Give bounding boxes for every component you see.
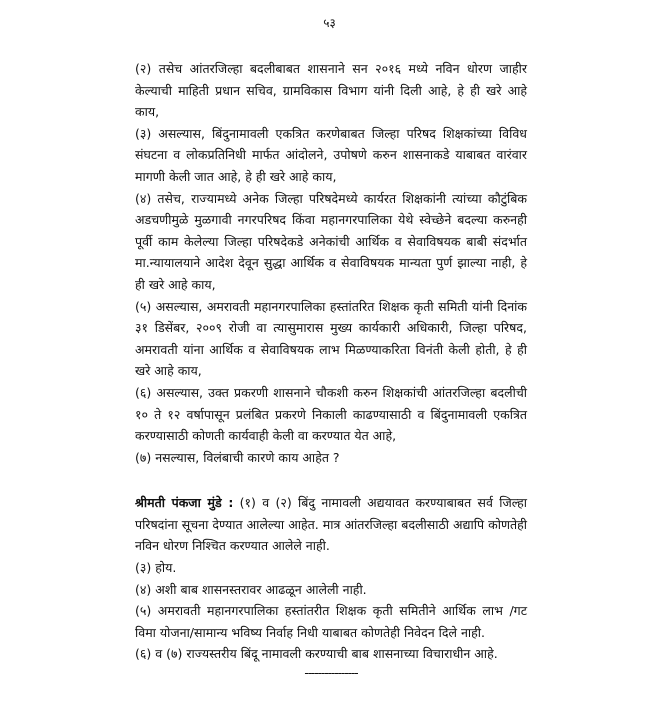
end-rule: ---------------- — [304, 666, 358, 681]
page-number: ५३ — [323, 16, 336, 30]
answer-5: (५) अमरावती महानगरपालिका हस्तांतरीत शिक्षक कृती समितीने आर्थिक लाभ /गट विमा योजना/सामान्य भविष्य निर्वाह निधी याबाबत कोणतेही निवेदन दिले नाही. — [135, 603, 527, 640]
answer-1-2 — [135, 492, 527, 557]
answer-6-7: (६) व (७) राज्यस्तरीय बिंदू नामावली करण्याची बाब शासनाच्या विचाराधीन आहे. — [135, 646, 498, 662]
answer-speaker: श्रीमती पंकजा मुंडे : — [135, 495, 234, 511]
question-6: (६) असल्यास, उक्त प्रकरणी शासनाने चौकशी करुन शिक्षकांची आंतरजिल्हा बदलीची १० ते १२ वर्षापासून प्रलंबित प्रकरणे निकाली काढण्यासाठी व बिंदुनामावली एकत्रित करण्यासाठी कोणती कार्यवाही केली वा करण्यात येत आहे, — [135, 384, 527, 444]
document-body — [135, 58, 527, 681]
section-gap — [135, 468, 527, 492]
question-5: (५) असल्यास, अमरावती महानगरपालिका हस्तांतरित शिक्षक कृती समिती यांनी दिनांक ३१ डिसेंबर, २००९ रोजी वा त्यासुमारास मुख्य कार्यकारी अधिकारी, जिल्हा परिषद, अमरावती यांना आर्थिक व सेवाविषयक लाभ मिळण्याकरिता विनंती केली होती, हे ही खरे आहे काय, — [135, 298, 527, 379]
question-7: (७) नसल्यास, विलंबाची कारणे काय आहेत ? — [135, 449, 340, 465]
answer-1-2-text: (१) व (२) बिंदु नामावली अद्ययावत करण्याबाबत सर्व जिल्हा परिषदांना सूचना देण्यात आलेल्या आहेत. मात्र आंतरजिल्हा बदलीसाठी अद्यापि कोणतेही नविन धोरण निश्चित करण्यात आलेले नाही. — [135, 495, 528, 554]
question-4: (४) तसेच, राज्यामध्ये अनेक जिल्हा परिषदेमध्ये कार्यरत शिक्षकांनी त्यांच्या कौटुंबिक अडचणीमुळे मुळगावी नगरपरिषद किंवा महानगरपालिका येथे स्वेच्छेने बदल्या करुनही पूर्वी काम केलेल्या जिल्हा परिषदेकडे अनेकांची आर्थिक व सेवाविषयक बाबी संदर्भात मा.न्यायालयाने आदेश देवून सुद्धा आर्थिक व सेवाविषयक मान्यता पुर्ण झाल्या नाही, हे ही खरे आहे काय, — [135, 190, 527, 292]
question-2: (२) तसेच आंतरजिल्हा बदलीबाबत शासनाने सन २०१६ मध्ये नविन धोरण जाहीर केल्याची माहिती प्रधान सचिव, ग्रामविकास विभाग यांनी दिली आहे, हे ही खरे आहे काय, — [135, 61, 527, 120]
question-3: (३) असल्यास, बिंदुनामावली एकत्रित करणेबाबत जिल्हा परिषद शिक्षकांच्या विविध संघटना व लोकप्रतिनिधी मार्फत आंदोलने, उपोषणे करुन शासनाकडे याबाबत वारंवार मागणी केली जात आहे, हे ही खरे आहे काय, — [135, 125, 527, 184]
answer-4: (४) अशी बाब शासनस्तरावर आढळून आलेली नाही. — [135, 581, 367, 597]
answer-3: (३) होय. — [135, 560, 177, 576]
